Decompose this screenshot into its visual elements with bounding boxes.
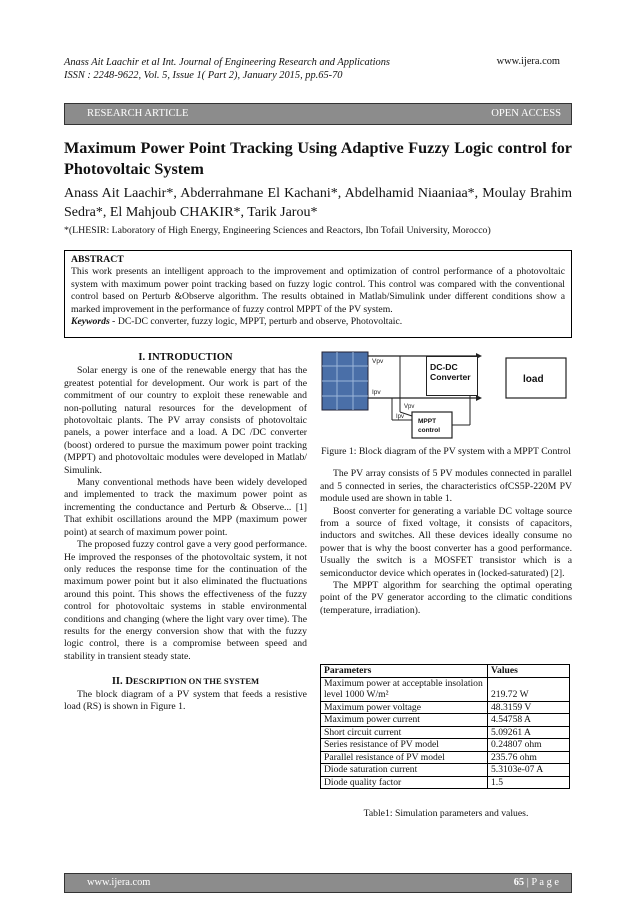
load-label: load [523, 374, 544, 385]
intro-paragraph-3: The proposed fuzzy control gave a very good performance. He improved the responses of the photovoltaic system, it not only reduces the response time for the continuation of the maximum power point but it also eliminated the fluctuations around this point. This shows the effectiveness of the fuzzy control for photovoltaic systems in stable environmental conditions and changing (where the light vary over time). The results for the energy conversion show that with the fuzzy logic control, there is a compromise between speed and stability in transient steady state. [64, 539, 307, 662]
header-website-link[interactable]: www.ijera.com [496, 56, 560, 67]
figure1-diagram [320, 350, 572, 442]
figure1-caption: Figure 1: Block diagram of the PV system with a MPPT Control [321, 446, 571, 457]
article-type-banner [64, 103, 572, 125]
ipv-top-label: Ipv [372, 389, 381, 396]
table-header-parameters: Parameters [321, 665, 488, 678]
page-number: 65 [513, 877, 525, 888]
intro-heading: I. INTRODUCTION [138, 352, 233, 363]
table1-container [320, 664, 570, 789]
journal-citation-line: Anass Ait Laachir et al Int. Journal of Engineering Research and Applications [64, 57, 390, 68]
description-heading: II. DESCRIPTION ON THE SYSTEM [111, 676, 260, 688]
table-cell: 48.3159 V [488, 701, 570, 714]
table-cell: 219.72 W [488, 677, 570, 701]
mppt-block [412, 412, 452, 438]
paper-title: Maximum Power Point Tracking Using Adaptive Fuzzy Logic control for Photovoltaic System [64, 139, 572, 178]
table-cell: Maximum power current [321, 714, 488, 727]
abstract-heading: ABSTRACT [71, 254, 124, 265]
table-cell: Short circuit current [321, 726, 488, 739]
abstract-text [71, 266, 565, 328]
right-paragraph-2: Boost converter for generating a variable DC voltage source from a source of fixed voltage, it consists of capacitors, inductors and switches. All these devices ideally consume no power that is why the boost converter has a good performance. Usually the switch is a MOSFET transistor which is a semiconductor device which operates in (locked-saturated) [2]. [320, 505, 572, 579]
right-paragraph-1: The PV array consists of 5 PV modules connected in parallel and 5 connected in series, the characteristics ofCS5P-220M PV module used are shown in table 1. [320, 468, 572, 505]
keywords-list: DC-DC converter, fuzzy logic, MPPT, perturb and observe, Photovoltaic. [115, 316, 403, 328]
table-cell: 235.76 ohm [488, 751, 570, 764]
table-cell: Diode quality factor [321, 776, 488, 789]
journal-header [64, 56, 390, 82]
footer-website-link[interactable]: www.ijera.com [87, 877, 151, 888]
table-row [321, 739, 570, 752]
abstract-body: This work presents an intelligent approach to the improvement and optimization of control performance of a photovoltaic system with maximum power point tracking based on fuzzy logic control. This control was compared with the conventional control based on Perturb &Observe algorithm. The results obtained in Matlab/Simulink under different conditions show a marked improvement in the performance of fuzzy control MPPT of the PV system. [71, 266, 565, 315]
table-row [321, 776, 570, 789]
abstract-box [64, 250, 572, 338]
vpv-top-label: Vpv [372, 358, 384, 365]
left-column [64, 352, 307, 713]
table-cell: 4.54758 A [488, 714, 570, 727]
page-label: | P a g e [524, 877, 559, 888]
ipv-mid-label: Ipv [396, 414, 405, 420]
table-header-row [321, 665, 570, 678]
keywords-label: Keywords - [71, 316, 116, 328]
right-paragraph-3: The MPPT algorithm for searching the optimal operating point of the PV generator according to the climatic conditions (temperature, irradiation). [320, 580, 572, 616]
table-cell: 5.3103e-07 A [488, 764, 570, 777]
description-paragraph-1: The block diagram of a PV system that feeds a resistive load (RS) is shown in Figure 1. [64, 688, 307, 712]
footer-page-info [514, 877, 559, 888]
converter-label: DC-DC Converter [426, 356, 478, 396]
mppt-label-line2: control [418, 427, 441, 434]
table1-caption: Table1: Simulation parameters and values. [363, 808, 529, 819]
paper-authors: Anass Ait Laachir*, Abderrahmane El Kachani*, Abdelhamid Niaaniaa*, Moulay Brahim Sedra*, El Mahjoub CHAKIR*, Tarik Jarou* [64, 186, 572, 220]
table-header-values: Values [488, 665, 570, 678]
table-row [321, 714, 570, 727]
table-cell: 5.09261 A [488, 726, 570, 739]
article-type-label: RESEARCH ARTICLE [87, 108, 189, 119]
table-cell: Maximum power at acceptable insolation level 1000 W/m² [321, 677, 488, 701]
intro-paragraph-2: Many conventional methods have been widely developed and implemented to track the maximum power point as incrementing the conductance and Perturb & Observe... [1] That exhibit oscillations around the MPP (maximum power point) at search of maximum power point. [64, 477, 307, 538]
pv-array-icon [322, 352, 368, 410]
journal-issn-line: ISSN : 2248-9622, Vol. 5, Issue 1( Part 2), January 2015, pp.65-70 [64, 70, 343, 81]
right-column [320, 446, 572, 617]
intro-paragraph-1: Solar energy is one of the renewable energy that has the greatest potential for development. Our work is part of the commitment of our country to exploit these renewable and non-polluting natural resources for the development of photovoltaic plants. The PV array consists of photovoltaic panels, a power interface and a load. A DC /DC converter (boost) ordered to pursue the maximum power point tracking (MPPT) and photovoltaic modules were developed in Matlab/ Simulink. [64, 365, 307, 476]
table-cell: 0.24807 ohm [488, 739, 570, 752]
access-type-label: OPEN ACCESS [491, 108, 561, 119]
table-row [321, 701, 570, 714]
page-footer [64, 873, 572, 893]
table-cell: Parallel resistance of PV model [321, 751, 488, 764]
table-row [321, 677, 570, 701]
mppt-label-line1: MPPT [418, 418, 437, 425]
table-cell: Series resistance of PV model [321, 739, 488, 752]
paper-affiliation: *(LHESIR: Laboratory of High Energy, Engineering Sciences and Reactors, Ibn Tofail University, Morocco) [64, 225, 491, 236]
table-row [321, 751, 570, 764]
vpv-mid-label: Vpv [404, 404, 415, 410]
table-row [321, 726, 570, 739]
table-cell: 1.5 [488, 776, 570, 789]
table-cell: Diode saturation current [321, 764, 488, 777]
table-cell: Maximum power voltage [321, 701, 488, 714]
table-row [321, 764, 570, 777]
parameters-table [320, 664, 570, 789]
